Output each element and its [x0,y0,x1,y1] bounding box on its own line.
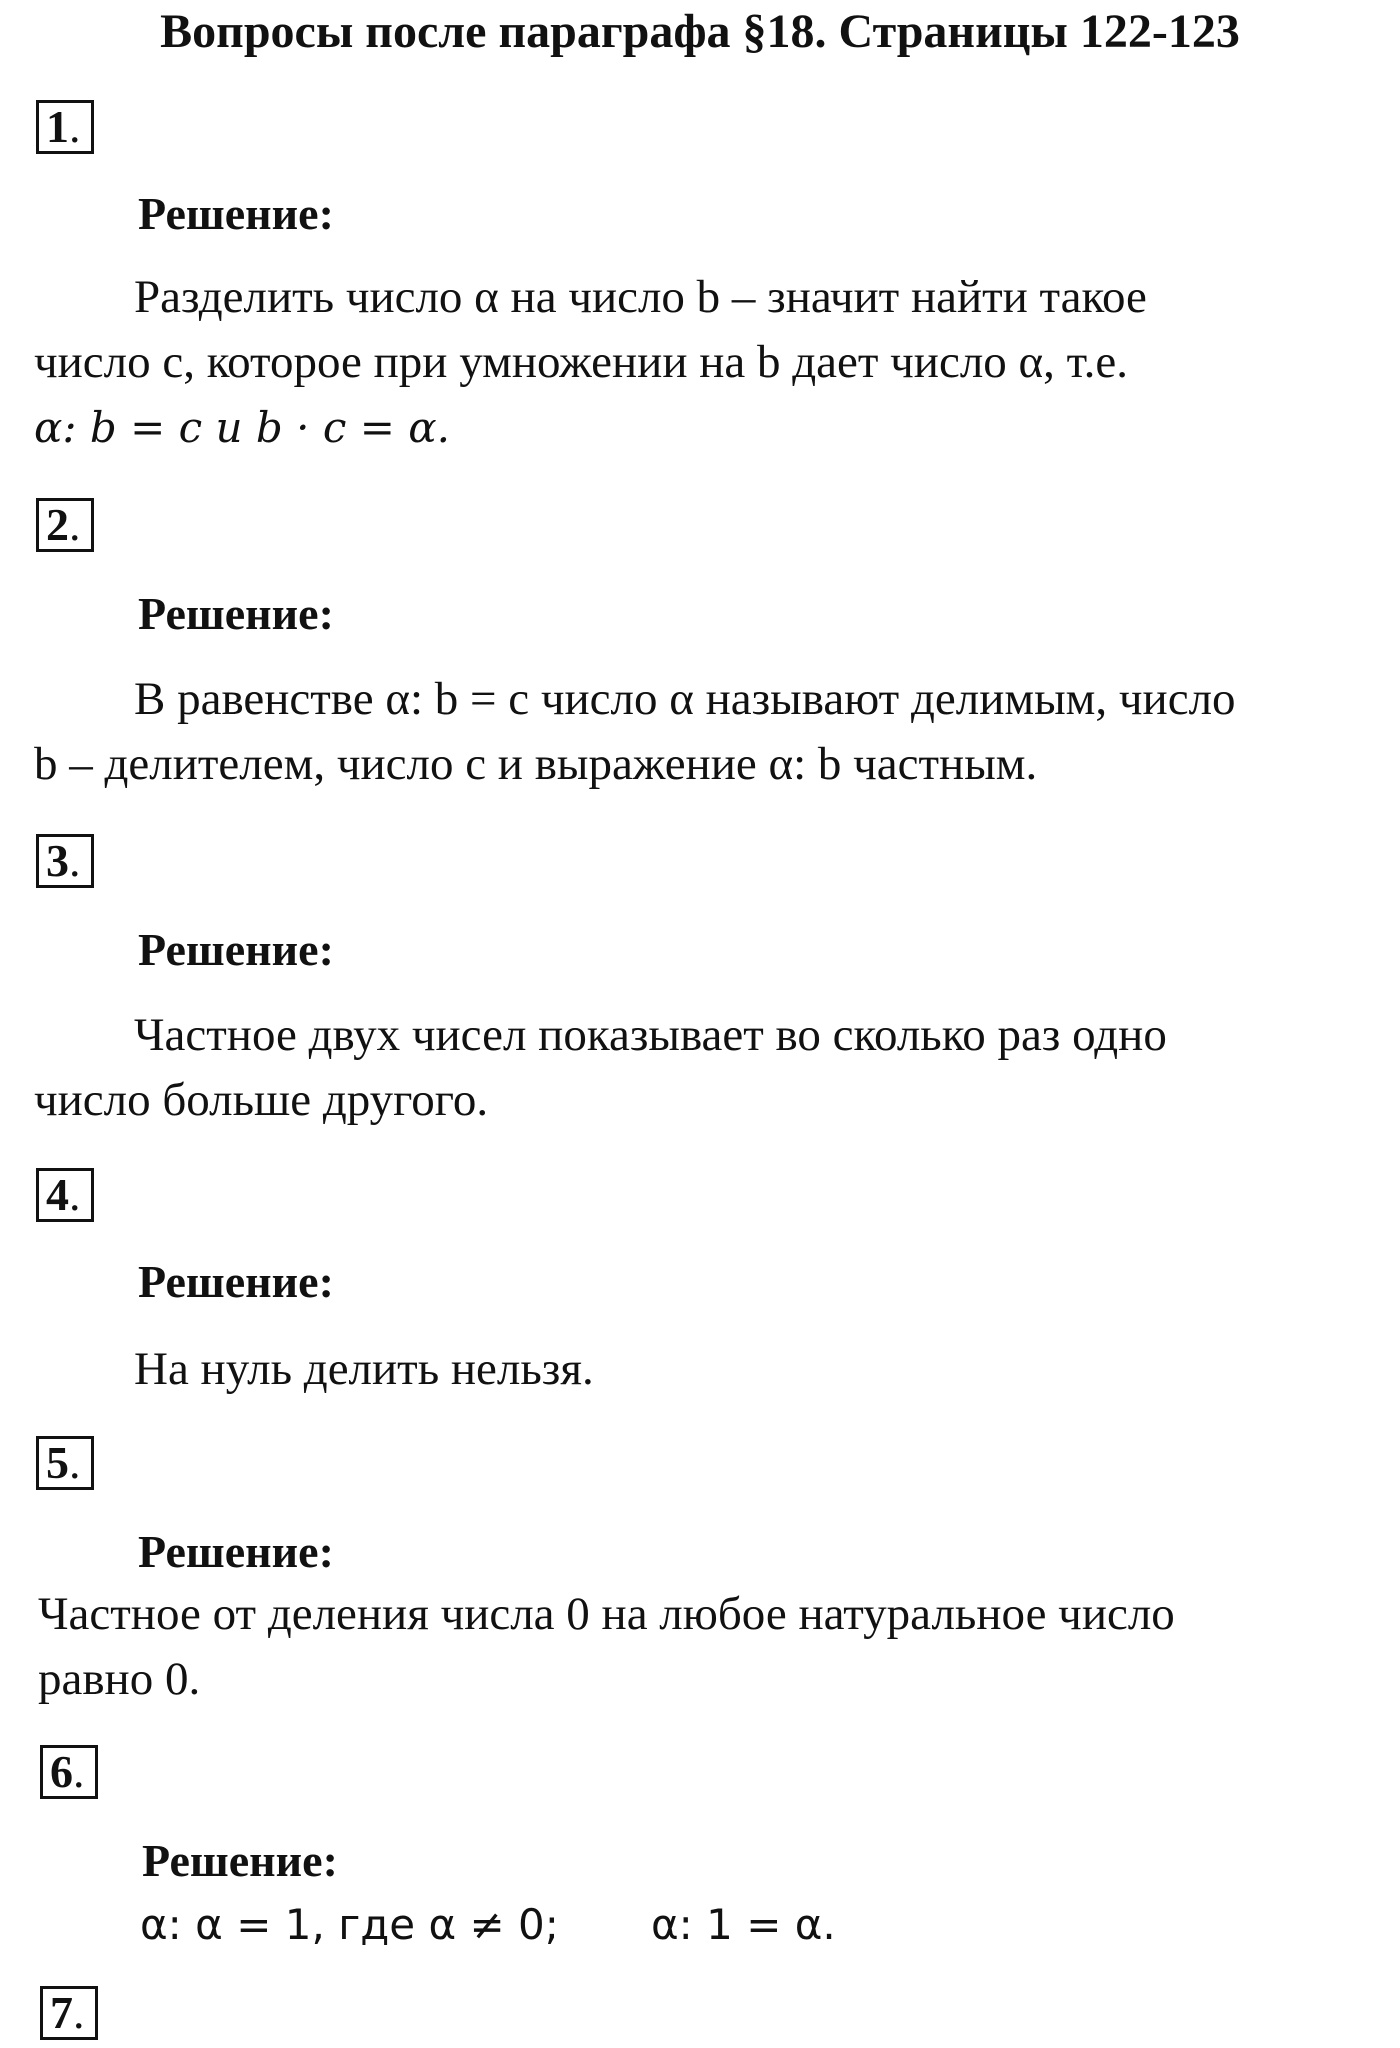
question-number-7: 7. [40,1986,98,2040]
answer-text-4 [34,1337,1374,1402]
solution-label-6: Решение: [142,1835,338,1886]
solution-label-3: Решение: [138,924,334,975]
question-number-3: 3. [36,834,94,888]
question-number-1: 1. [36,100,94,154]
solution-label-5: Решение: [138,1526,334,1577]
answer-line: равно 0. [38,1653,201,1705]
page-title: Вопросы после параграфа §18. Страницы 122-123 [160,5,1240,58]
formula-2: α: 1 = α. [650,1900,836,1949]
formula-1: α: α = 1, где α ≠ 0; [140,1900,559,1949]
question-number-5: 5. [36,1436,94,1490]
answer-line: Частное двух чисел показывает во сколько раз одно [134,1009,1167,1061]
answer-line: число больше другого. [34,1074,489,1126]
question-number-4: 4. [36,1168,94,1222]
answer-line: число c, которое при умножении на b дает число α, т.е. [34,336,1129,388]
answer-line: Частное от деления числа 0 на любое натуральное число [38,1588,1175,1640]
answer-line: Разделить число α на число b – значит найти такое [134,271,1147,323]
answer-line: b – делителем, число c и выражение α: b частным. [34,738,1038,790]
solution-label-2: Решение: [138,588,334,639]
answer-line: На нуль делить нельзя. [134,1343,594,1395]
answer-text-6 [140,1892,1400,1957]
solution-label-1: Решение: [138,188,334,239]
answer-text-3 [34,1003,1374,1133]
solution-label-4: Решение: [138,1256,334,1307]
answer-text-5 [38,1582,1378,1712]
answer-line [140,1892,1400,1957]
answer-line: В равенстве α: b = c число α называют делимым, число [134,673,1236,725]
answer-text-1 [34,265,1374,460]
answer-line: α: b = c и b · c = α. [34,403,450,452]
question-number-6: 6. [40,1745,98,1799]
question-number-2: 2. [36,498,94,552]
answer-text-2 [34,667,1374,797]
